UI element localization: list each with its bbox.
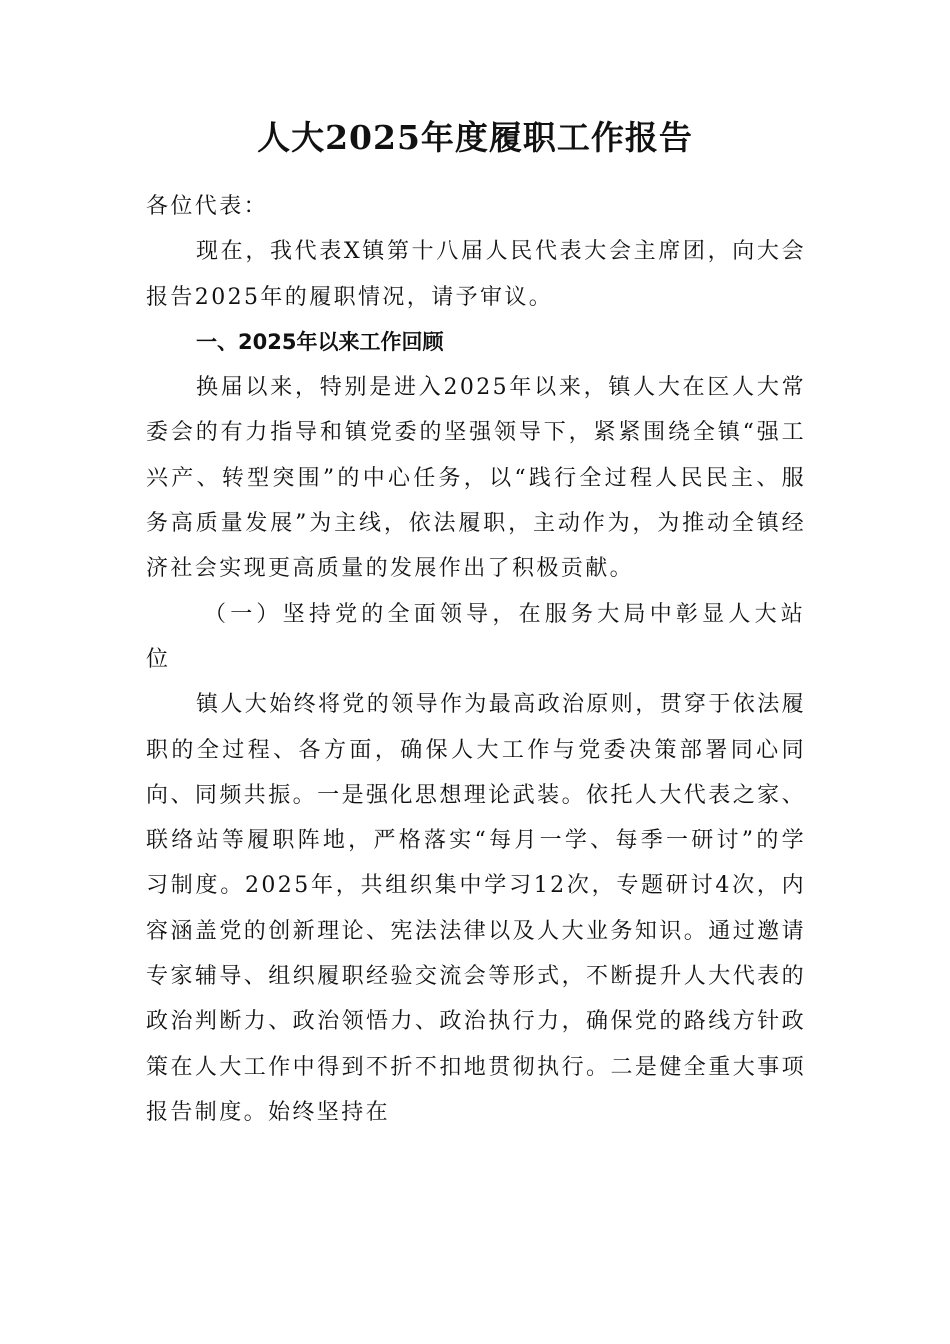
intro-paragraph: 现在，我代表X镇第十八届人民代表大会主席团，向大会报告2025年的履职情况，请予审议。 [146,239,806,310]
salutation: 各位代表： [146,194,269,219]
section-heading-1: 一、2025年以来工作回顾 [196,329,444,354]
section-1-paragraph: 换届以来，特别是进入2025年以来，镇人大在区人大常委会的有力指导和镇党委的坚强领导下，紧紧围绕全镇“强工兴产、转型突围”的中心任务，以“践行全过程人民民主、服务高质量发展”为主线，依法履职，主动作为，为推动全镇经济社会实现更高质量的发展作出了积极贡献。 [146,375,806,582]
document-title: 人大2025年度履职工作报告 [257,118,693,157]
subsection-heading-1: （一）坚持党的全面领导，在服务大局中彰显人大站位 [146,601,806,672]
document-body [146,184,806,1135]
subsection-1-paragraph: 镇人大始终将党的领导作为最高政治原则，贯穿于依法履职的全过程、各方面，确保人大工作与党委决策部署同心同向、同频共振。一是强化思想理论武装。依托人大代表之家、联络站等履职阵地，严格落实“每月一学、每季一研讨”的学习制度。2025年，共组织集中学习12次，专题研讨4次，内容涵盖党的创新理论、宪法法律以及人大业务知识。通过邀请专家辅导、组织履职经验交流会等形式，不断提升人大代表的政治判断力、政治领悟力、政治执行力，确保党的路线方针政策在人大工作中得到不折不扣地贯彻执行。二是健全重大事项报告制度。始终坚持在 [146,692,807,1125]
